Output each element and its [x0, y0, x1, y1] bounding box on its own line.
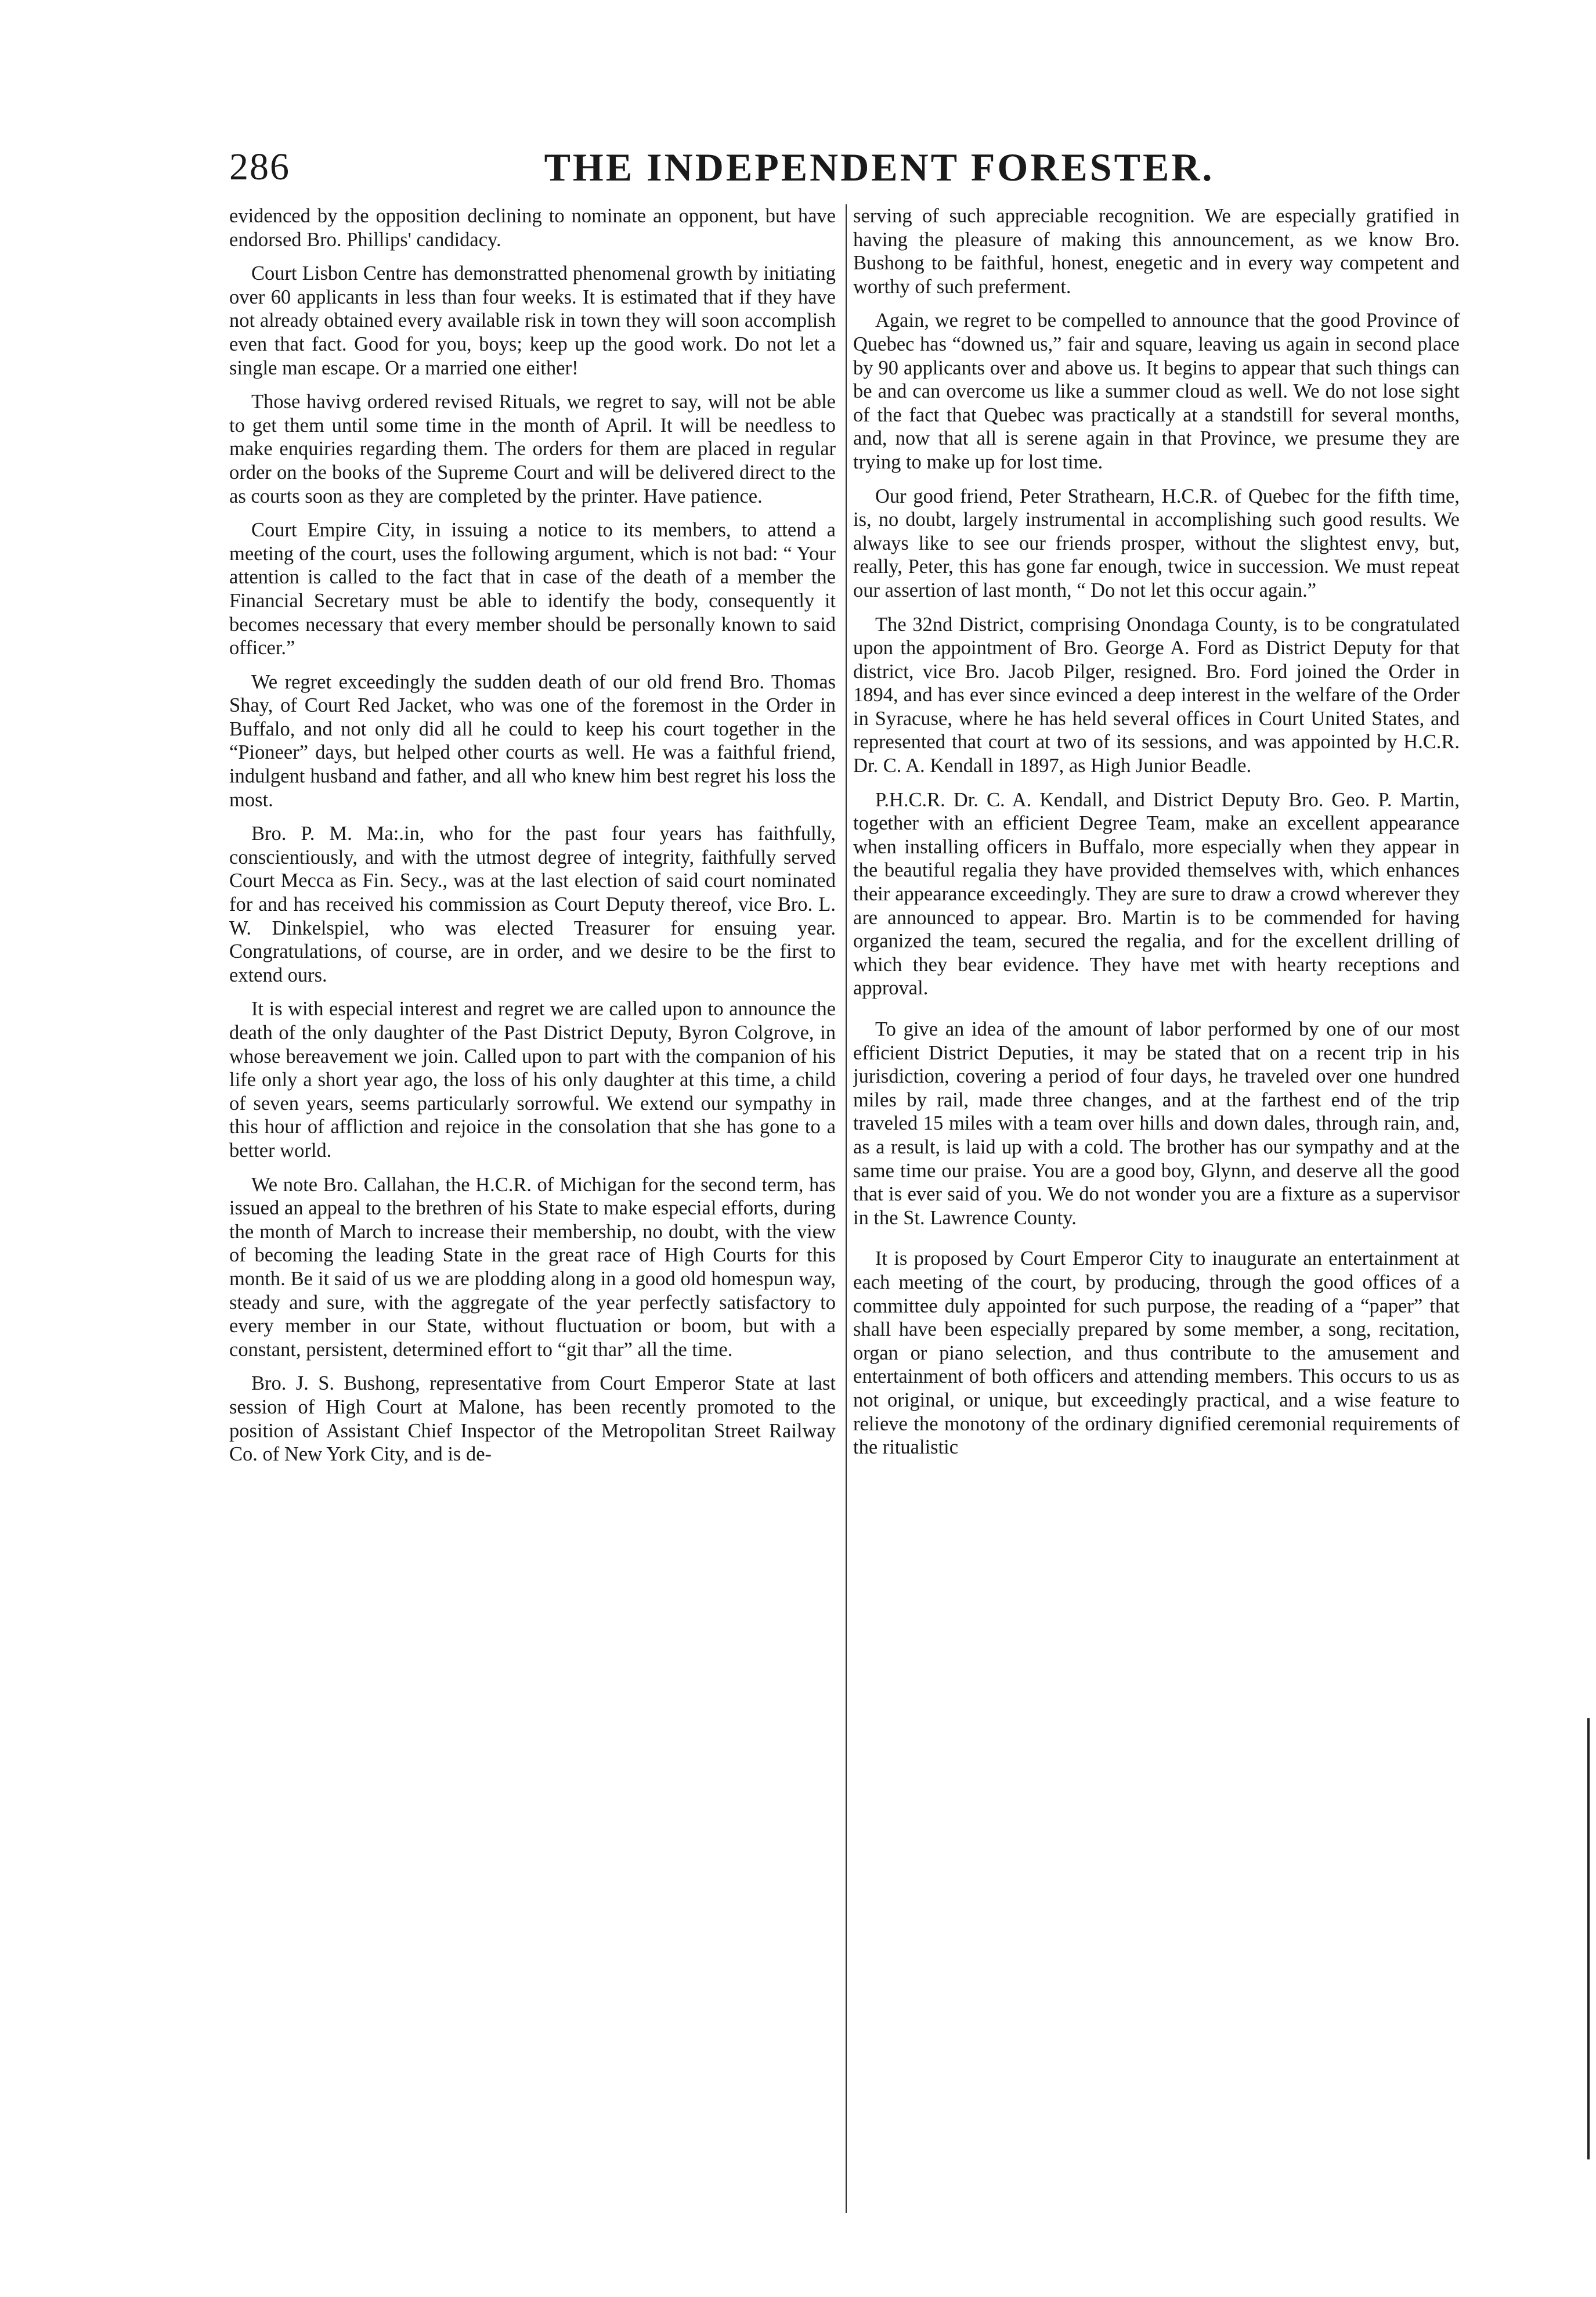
page-header: [229, 144, 1451, 190]
paragraph: Bro. P. M. Ma:.in, who for the past four years has faithfully, conscientiously, and with the utmost degree of integrity, faithfully served Court Mecca as Fin. Secy., was at the last election of said court nominated for and has received his commission as Court Deputy thereof, vice Bro. L. W. Dinkelspiel, who was elected Treasurer for ensuing year. Congratulations, of course, are in order, and we desire to be the first to extend ours.: [229, 823, 836, 986]
paragraph: We regret exceedingly the sudden death of our old frend Bro. Thomas Shay, of Court Red Jacket, who was one of the foremost in the Order in Buffalo, and not only did all he could to keep his court together in the “Pioneer” days, but helped other courts as well. He was a faithful friend, indulgent husband and father, and all who knew him best regret his loss the most.: [229, 670, 836, 811]
paragraph: evidenced by the opposition declining to nominate an opponent, but have endorsed Bro. Phillips' candidacy.: [229, 205, 836, 251]
right-column: [853, 204, 1460, 2219]
column-divider: [846, 204, 847, 2213]
paragraph: serving of such appreciable recognition. We are especially gratified in having the pleasure of making this announcement, as we know Bro. Bushong to be faithful, honest, enegetic and in every way competent and worthy of such preferment.: [853, 205, 1460, 298]
paragraph: The 32nd District, comprising Onondaga County, is to be congratulated upon the appointment of Bro. George A. Ford as District Deputy for that district, vice Bro. Jacob Pilger, resigned. Bro. Ford joined the Order in 1894, and has ever since evinced a deep interest in the welfare of the Order in Syracuse, where he has held several offices in Court United States, and represented that court at two of its sessions, and was appointed by H.C.R. Dr. C. A. Kendall in 1897, as High Junior Beadle.: [853, 613, 1460, 777]
paragraph: Bro. J. S. Bushong, representative from Court Emperor State at last session of High Court at Malone, has been recently promoted to the position of Assistant Chief Inspector of the Metropolitan Street Railway Co. of New York City, and is de-: [229, 1372, 836, 1466]
paragraph: Our good friend, Peter Strathearn, H.C.R. of Quebec for the fifth time, is, no doubt, largely instrumental in accomplishing such good results. We always like to see our friends prosper, without the slightest envy, but, really, Peter, this has gone far enough, twice in succession. We must repeat our assertion of last month, “ Do not let this occur again.”: [853, 485, 1460, 601]
paragraph: Court Empire City, in issuing a notice to its members, to attend a meeting of the court, uses the following argument, which is not bad: “ Your attention is called to the fact that in case of the death of a member the Financial Secretary must be able to identify the body, consequently it becomes necessary that every member should be personally known to said officer.”: [229, 519, 836, 659]
paragraph: Again, we regret to be compelled to announce that the good Province of Quebec has “downed us,” fair and square, leaving us again in second place by 90 applicants over and above us. It begins to appear that such things can be and can overcome us like a summer cloud as well. We do not lose sight of the fact that Quebec was practically at a standstill for several months, and, now that all is serene again in that Province, we presume they are trying to make up for lost time.: [853, 309, 1460, 473]
left-column: [229, 204, 836, 2219]
paragraph: Those havivg ordered revised Rituals, we regret to say, will not be able to get them until some time in the month of April. It will be needless to make enquiries regarding them. The orders for them are placed in regular order on the books of the Supreme Court and will be delivered direct to the as courts soon as they are completed by the printer. Have patience.: [229, 391, 836, 507]
scan-edge-mark: [1587, 1718, 1590, 2159]
paragraph: P.H.C.R. Dr. C. A. Kendall, and District Deputy Bro. Geo. P. Martin, together with an efficient Degree Team, make an excellent appearance when installing officers in Buffalo, more especially when they appear in the beautiful regalia they have provided themselves with, which enhances their appearance exceedingly. They are sure to draw a crowd wherever they are announced to appear. Bro. Martin is to be commended for having organized the team, secured the regalia, and for the excellent drilling of which they bear evidence. They have met with hearty receptions and approval.: [853, 788, 1460, 1000]
paragraph: To give an idea of the amount of labor performed by one of our most efficient District Deputies, it may be stated that on a recent trip in his jurisdiction, covering a period of four days, he traveled over one hundred miles by rail, made three changes, and at the farthest end of the trip traveled 15 miles with a team over hills and down dales, through rain, and, as a result, is laid up with a cold. The brother has our sympathy and at the same time our praise. You are a good boy, Glynn, and deserve all the good that is ever said of you. We do not wonder you are a fixture as a supervisor in the St. Lawrence County.: [853, 1018, 1460, 1229]
paragraph: It is with especial interest and regret we are called upon to announce the death of the only daughter of the Past District Deputy, Byron Colgrove, in whose bereavement we join. Called upon to part with the companion of his life only a short year ago, the loss of his only daughter at this time, a child of seven years, seems particularly sorrowful. We extend our sympathy in this hour of affliction and rejoice in the consolation that she has gone to a better world.: [229, 998, 836, 1162]
paragraph: It is proposed by Court Emperor City to inaugurate an entertainment at each meeting of the court, by producing, through the good offices of a committee duly appointed for such purpose, the reading of a “paper” that shall have been especially prepared by some member, a song, recitation, organ or piano selection, and thus contribute to the amusement and entertainment of both officers and attending members. This occurs to us as not original, or unique, but exceedingly practical, and a wise feature to relieve the monotony of the ordinary dignified ceremonial requirements of the ritualistic: [853, 1247, 1460, 1459]
paragraph: We note Bro. Callahan, the H.C.R. of Michigan for the second term, has issued an appeal to the brethren of his State to make especial efforts, during the month of March to increase their membership, no doubt, with the view of becoming the leading State in the great race of High Courts for this month. Be it said of us we are plodding along in a good old homespun way, steady and sure, with the aggregate of the year perfectly satisfactory to every member in our State, without fluctuation or boom, but with a constant, persistent, determined effort to “git thar” all the time.: [229, 1173, 836, 1361]
running-title: THE INDEPENDENT FORESTER.: [544, 145, 1215, 189]
page-number: 286: [229, 146, 290, 188]
paragraph: Court Lisbon Centre has demonstratted phenomenal growth by initiating over 60 applicants in less than four weeks. It is estimated that if they have not already obtained every available risk in town they will soon accomplish even that fact. Good for you, boys; keep up the good work. Do not let a single man escape. Or a married one either!: [229, 262, 836, 379]
